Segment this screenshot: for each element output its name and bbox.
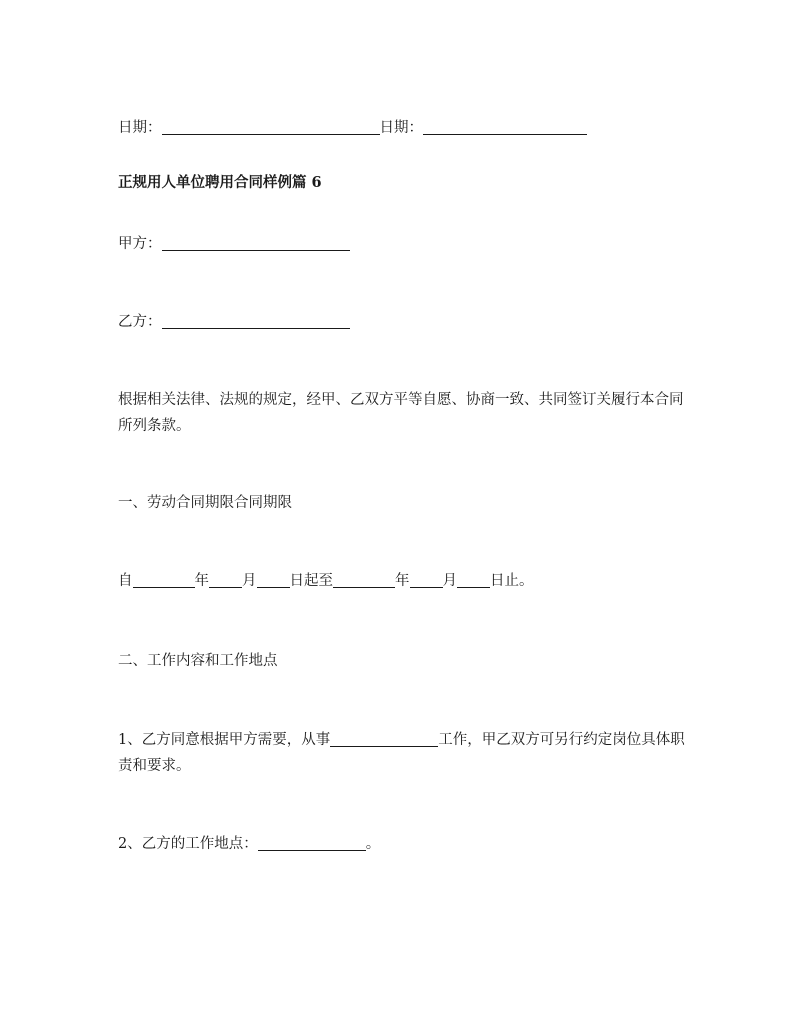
date-row	[118, 115, 587, 141]
date-label-1: 日期：	[118, 120, 162, 136]
term-start-year-blank[interactable]	[133, 571, 195, 588]
term-end-day-blank[interactable]	[457, 571, 490, 588]
section1-heading: 一、劳动合同期限合同期限	[118, 495, 292, 511]
term-to-label: 日起至	[289, 573, 333, 589]
date-blank-2[interactable]	[423, 118, 587, 135]
date-blank-1[interactable]	[162, 118, 380, 135]
term-year-label: 年	[194, 573, 209, 589]
section2-item2	[118, 831, 380, 857]
section2-heading: 二、工作内容和工作地点	[118, 653, 278, 669]
party-a-label: 甲方：	[118, 236, 162, 252]
term-end-year-label: 年	[395, 573, 410, 589]
contract-title: 正规用人单位聘用合同样例篇 6	[118, 174, 322, 191]
work-location-blank[interactable]	[258, 834, 366, 851]
term-end-label: 日止。	[490, 573, 534, 589]
date-label-2: 日期：	[379, 120, 423, 136]
term-start-month-blank[interactable]	[209, 571, 242, 588]
term-from-label: 自	[118, 573, 133, 589]
item1-text-start: 1、乙方同意根据甲方需要，从事	[118, 732, 331, 748]
party-b-label: 乙方：	[118, 314, 162, 330]
party-b-row	[118, 309, 350, 335]
party-a-row	[118, 231, 350, 257]
section2-item1	[118, 727, 688, 779]
item2-text-end: 。	[365, 836, 381, 852]
term-end-year-blank[interactable]	[333, 571, 395, 588]
job-title-blank[interactable]	[330, 730, 438, 747]
contract-term-row	[118, 568, 534, 594]
term-end-month-blank[interactable]	[410, 571, 443, 588]
term-end-month-label: 月	[442, 573, 457, 589]
party-b-blank[interactable]	[162, 312, 350, 329]
term-start-day-blank[interactable]	[257, 571, 290, 588]
party-a-blank[interactable]	[162, 234, 350, 251]
intro-paragraph: 根据相关法律、法规的规定，经甲、乙双方平等自愿、协商一致、共同签订关履行本合同所列条款。	[118, 392, 684, 434]
item1-text-end: 工作，甲乙双方可另行约定岗位具体职责和要求。	[118, 732, 685, 774]
term-month-label: 月	[242, 573, 257, 589]
item2-text-start: 2、乙方的工作地点：	[118, 836, 258, 852]
